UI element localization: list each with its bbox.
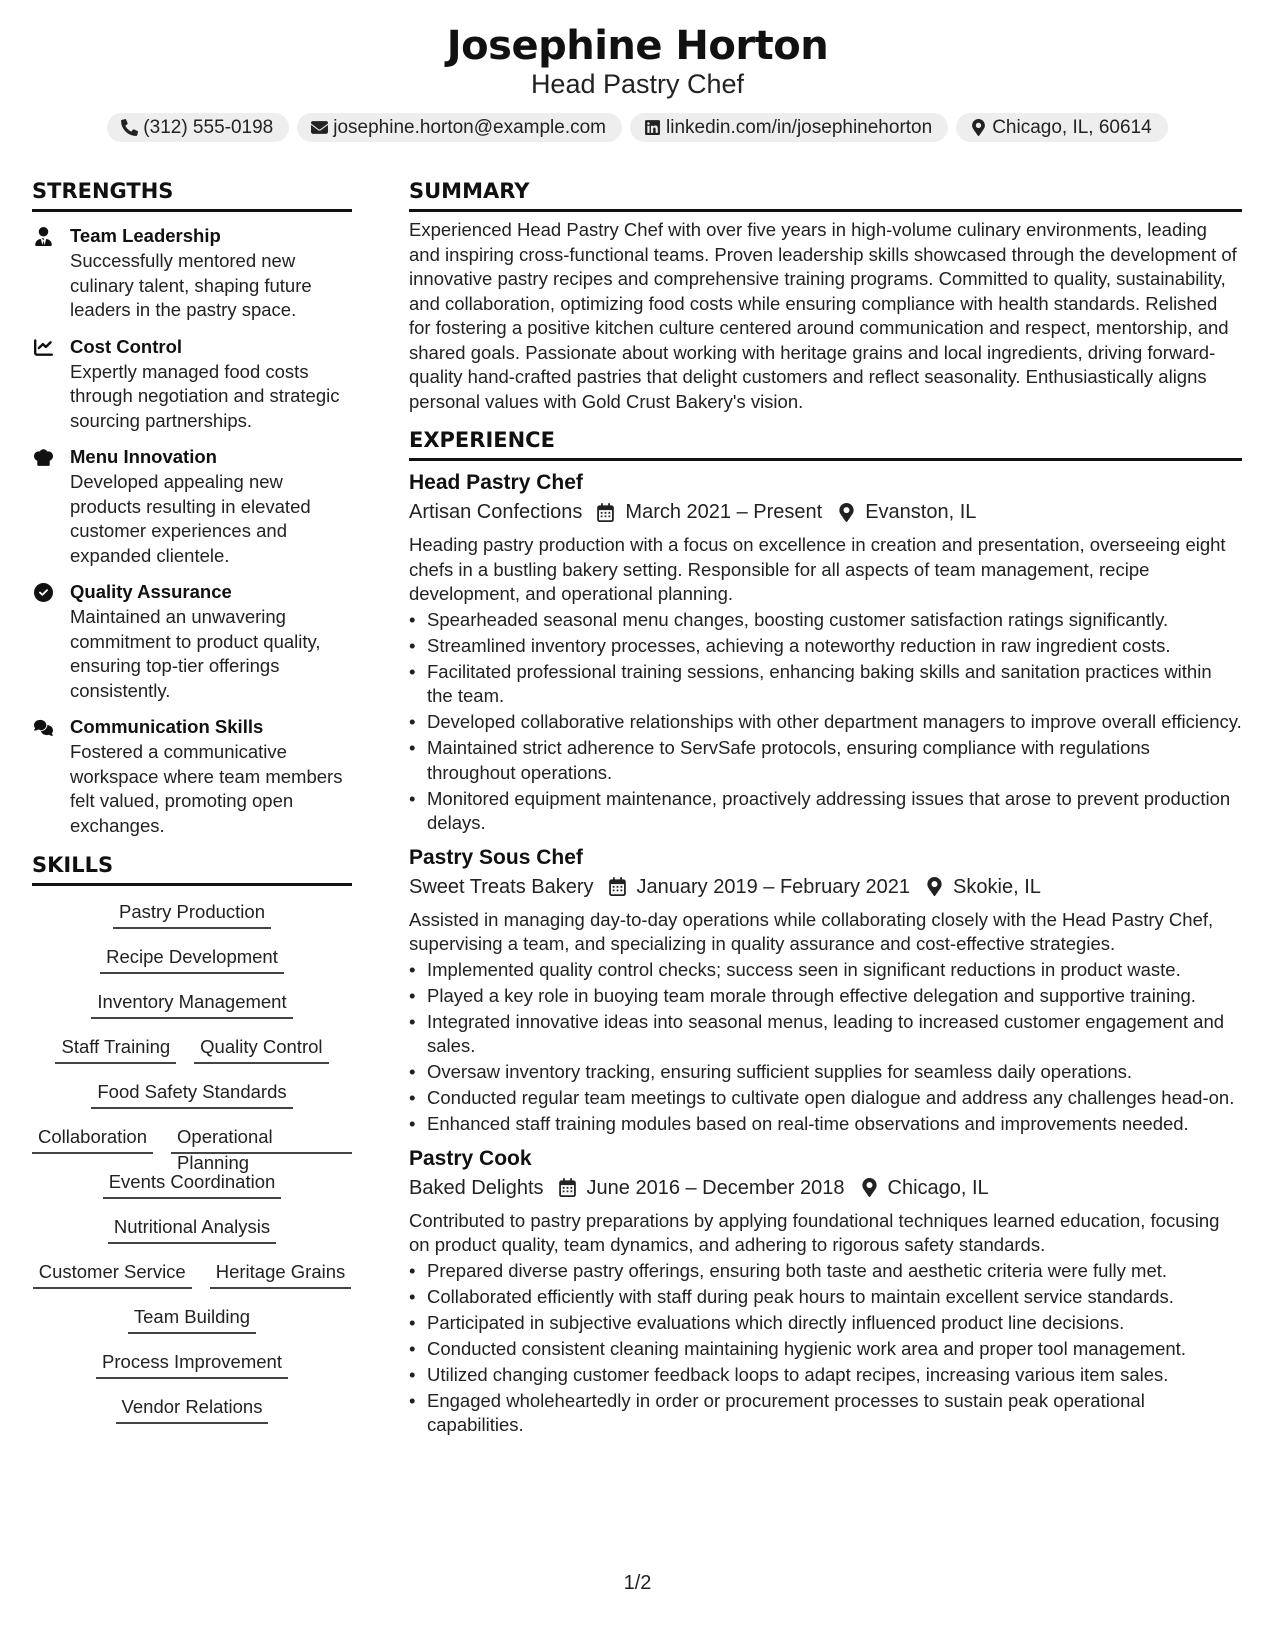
chef-hat-icon [34, 448, 53, 467]
job-description: Assisted in managing day-to-day operations while collaborating closely with the Head Pastry Chef, supervising a team, and specializing in quality assurance and cost-effective strategies. [409, 908, 1214, 954]
job-company: Sweet Treats Bakery [409, 875, 594, 898]
job-location: Evanston, IL [865, 501, 977, 523]
skill-tag: Nutritional Analysis [108, 1214, 276, 1244]
bullet-item: • Enhanced staff training modules based on real-time observations and improvements needed. [409, 1112, 1242, 1137]
strength-description: Developed appealing new products resulting in elevated customer experiences and expanded clientele. [70, 471, 311, 566]
job-meta [409, 872, 1242, 902]
strength-description: Fostered a communicative workspace where team members felt valued, promoting open exchanges. [70, 741, 343, 836]
skill-tag: Staff Training [55, 1034, 176, 1064]
map-pin-icon [970, 119, 987, 136]
skill-tag: Recipe Development [100, 944, 284, 974]
bullet-item: • Integrated innovative ideas into seasonal menus, leading to increased customer engagement and sales. [409, 1010, 1242, 1059]
bullet-item: • Developed collaborative relationships with other department managers to improve overall efficiency. [409, 710, 1242, 735]
strength-item [32, 444, 352, 568]
summary-text: Experienced Head Pastry Chef with over five years in high-volume culinary environments, leading and inspiring cross-functional teams. Proven leadership skills showcased through the development of innovative pastry recipes and comprehensive training programs. Committed to quality, sustainability, and collaboration, optimizing food costs while ensuring compliance with health standards. Relished for fostering a positive kitchen culture centered around communication and respect, mentorship, and shared goals. Passionate about working with heritage grains and local ingredients, driving forward-quality hand-crafted pastries that delight customers and reflect seasonality. Enthusiastically aligns personal values with Gold Crust Bakery's vision. [409, 219, 1237, 412]
job-meta [409, 497, 1242, 527]
right-column [409, 178, 1242, 1439]
map-pin-icon [838, 503, 855, 522]
contact-email-text: josephine.horton@example.com [333, 116, 607, 138]
job-dates: January 2019 – February 2021 [636, 875, 911, 898]
bullet-item: • Conducted consistent cleaning maintaining hygienic work area and proper tool management. [409, 1337, 1242, 1362]
strength-title: Quality Assurance [70, 581, 232, 602]
bullet-item: • Participated in subjective evaluations which directly influenced product line decisions. [409, 1311, 1242, 1336]
skills-list [32, 899, 352, 1439]
calendar-icon [608, 877, 627, 896]
bullet-item: • Spearheaded seasonal menu changes, boosting customer satisfaction ratings significantly. [409, 608, 1242, 633]
contact-location-text: Chicago, IL, 60614 [992, 116, 1152, 138]
bullet-item: • Prepared diverse pastry offerings, ensuring both taste and aesthetic criteria were fully met. [409, 1259, 1242, 1284]
chart-line-icon [34, 338, 53, 357]
strengths-heading: STRENGTHS [32, 178, 352, 212]
contact-bar [0, 113, 1275, 142]
bullet-item: • Collaborated efficiently with staff during peak hours to maintain excellent service standards. [409, 1285, 1242, 1310]
bullet-item: • Oversaw inventory tracking, ensuring sufficient supplies for seamless daily operations. [409, 1060, 1242, 1085]
strength-item [32, 223, 352, 323]
skill-tag: Collaboration [32, 1124, 153, 1154]
strengths-list [32, 223, 352, 838]
skill-tag: Heritage Grains [210, 1259, 352, 1289]
job-entry [409, 844, 1242, 1137]
skills-heading: SKILLS [32, 852, 352, 886]
job-bullets [409, 958, 1242, 1137]
strength-item [32, 579, 352, 703]
job-bullets [409, 1259, 1242, 1438]
job-bullets [409, 608, 1242, 836]
skill-tag: Team Building [128, 1304, 256, 1334]
bullet-item: • Facilitated professional training sessions, enhancing baking skills and sanitation practices within the team. [409, 660, 1242, 709]
contact-email[interactable] [297, 113, 622, 142]
strength-item [32, 714, 352, 838]
contact-phone-text: (312) 555-0198 [143, 116, 274, 138]
contact-linkedin[interactable] [630, 113, 948, 142]
envelope-icon [311, 119, 328, 136]
resume-header [0, 22, 1275, 100]
bullet-item: • Utilized changing customer feedback loops to adapt recipes, increasing various item sales. [409, 1363, 1242, 1388]
strength-title: Communication Skills [70, 716, 264, 737]
strength-description: Successfully mentored new culinary talent, shaping future leaders in the pastry space. [70, 250, 312, 320]
bullet-item: • Conducted regular team meetings to cultivate open dialogue and address any challenges head-on. [409, 1086, 1242, 1111]
job-entry [409, 1145, 1242, 1438]
bullet-item: • Played a key role in buoying team morale through effective delegation and supportive training. [409, 984, 1242, 1009]
calendar-icon [558, 1178, 577, 1197]
strength-title: Team Leadership [70, 225, 221, 246]
job-meta [409, 1173, 1242, 1203]
strength-item [32, 334, 352, 434]
summary-heading: SUMMARY [409, 178, 1242, 212]
job-company: Artisan Confections [409, 501, 583, 523]
contact-phone[interactable] [107, 113, 289, 142]
bullet-item: • Engaged wholeheartedly in order or procurement processes to sustain peak operational capabilities. [409, 1389, 1242, 1438]
bullet-item: • Implemented quality control checks; success seen in significant reductions in product waste. [409, 958, 1242, 983]
strength-description: Expertly managed food costs through negotiation and strategic sourcing partnerships. [70, 360, 340, 431]
skill-tag: Quality Control [194, 1034, 328, 1064]
skill-tag: Customer Service [33, 1259, 192, 1289]
job-location: Chicago, IL [887, 1176, 989, 1199]
job-title: Head Pastry Chef [409, 471, 583, 494]
job-title: Pastry Sous Chef [409, 845, 583, 869]
bullet-item: • Maintained strict adherence to ServSafe protocols, ensuring compliance with regulations throughout operations. [409, 736, 1242, 785]
skill-tag: Vendor Relations [116, 1394, 269, 1424]
job-description: Contributed to pastry preparations by applying foundational techniques learned education, focusing on product quality, team dynamics, and adhering to rigorous safety standards. [409, 1209, 1220, 1255]
skill-tag: Operational Planning [171, 1124, 352, 1154]
comments-icon [34, 718, 53, 737]
page-number: 1/2 [623, 1572, 652, 1594]
linkedin-icon [644, 119, 661, 136]
contact-linkedin-text: linkedin.com/in/josephinehorton [666, 116, 933, 138]
job-location: Skokie, IL [953, 875, 1041, 898]
skill-tag: Process Improvement [96, 1349, 288, 1379]
map-pin-icon [926, 877, 943, 896]
strength-title: Cost Control [70, 335, 183, 357]
skill-tag: Pastry Production [113, 899, 271, 929]
bullet-item: • Streamlined inventory processes, achieving a noteworthy reduction in raw ingredient costs. [409, 634, 1242, 659]
phone-icon [121, 119, 138, 136]
job-description: Heading pastry production with a focus on excellence in creation and presentation, overseeing eight chefs in a bustling bakery setting. Responsible for all aspects of team management, recipe development, and operational planning. [409, 534, 1226, 604]
job-dates: March 2021 – Present [625, 501, 823, 523]
person-tie-icon [34, 227, 53, 246]
contact-location [956, 113, 1168, 142]
left-column [32, 178, 352, 1439]
job-company: Baked Delights [409, 1176, 544, 1199]
job-entry [409, 469, 1242, 836]
candidate-title: Head Pastry Chef [530, 69, 745, 99]
experience-heading: EXPERIENCE [409, 427, 1242, 461]
skill-tag: Food Safety Standards [91, 1079, 292, 1109]
job-dates: June 2016 – December 2018 [586, 1176, 845, 1199]
skill-tag: Events Coordination [103, 1169, 282, 1199]
calendar-icon [596, 503, 615, 522]
job-title: Pastry Cook [409, 1146, 532, 1170]
strength-title: Menu Innovation [70, 446, 217, 467]
map-pin-icon [861, 1178, 878, 1197]
candidate-name: Josephine Horton [446, 23, 829, 69]
bullet-item: • Monitored equipment maintenance, proactively addressing issues that arose to prevent production delays. [409, 787, 1242, 836]
check-circle-icon [34, 583, 53, 602]
skill-tag: Inventory Management [91, 989, 292, 1019]
strength-description: Maintained an unwavering commitment to product quality, ensuring top-tier offerings consistently. [70, 606, 321, 701]
